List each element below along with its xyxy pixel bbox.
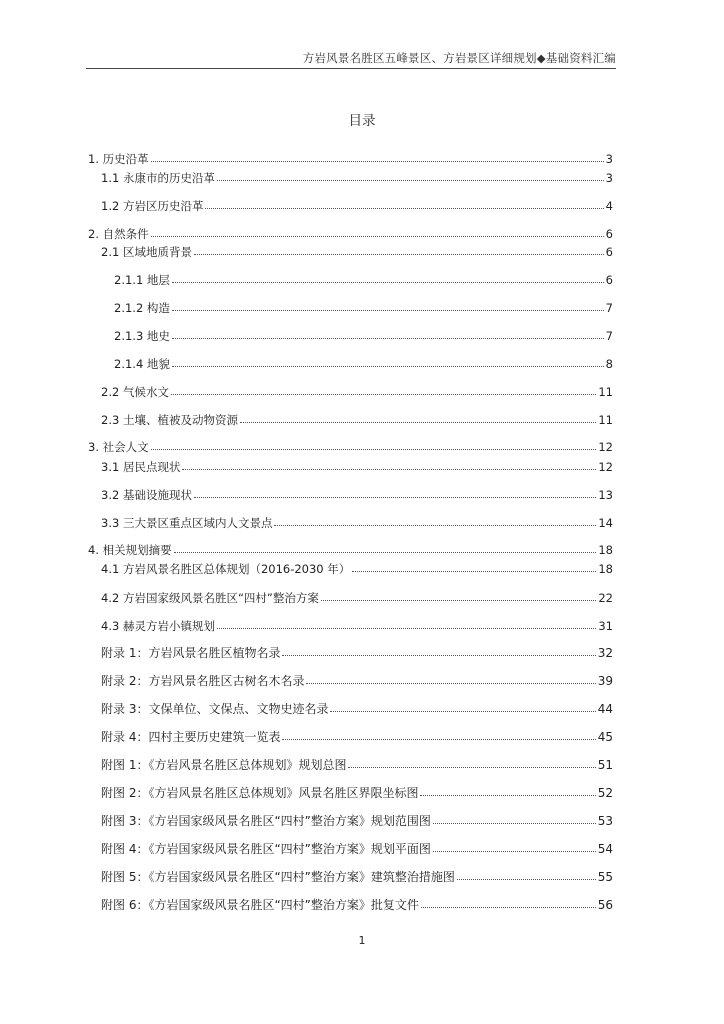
dot-leader xyxy=(457,869,596,880)
toc-entry-page: 55 xyxy=(597,870,613,884)
toc-entry[interactable] xyxy=(101,618,613,634)
toc-entry-label: 附录 2：方岩风景名胜区古树名木名录 xyxy=(101,674,305,688)
toc-entry-label: 4.3 赫灵方岩小镇规划 xyxy=(101,619,215,633)
toc-entry[interactable] xyxy=(101,487,613,503)
dot-leader xyxy=(182,459,596,470)
dot-leader xyxy=(194,244,604,255)
toc-entry-page: 52 xyxy=(597,786,613,800)
toc-entry[interactable] xyxy=(101,897,613,913)
toc-entry[interactable] xyxy=(101,757,613,773)
toc-entry[interactable] xyxy=(101,673,613,689)
toc-entry-label: 附图 3：《方岩国家级风景名胜区“四村”整治方案》规划范围图 xyxy=(101,814,431,828)
toc-entry-label: 1.2 方岩区历史沿革 xyxy=(101,199,204,213)
toc-entry[interactable] xyxy=(101,459,613,475)
toc-entry[interactable] xyxy=(88,226,613,242)
dot-leader xyxy=(306,673,595,684)
toc-entry-label: 2.1 区域地质背景 xyxy=(101,245,192,259)
dot-leader xyxy=(217,170,604,181)
toc-entry-page: 32 xyxy=(597,646,613,660)
toc-entry-page: 6 xyxy=(605,245,613,259)
toc-entry[interactable] xyxy=(101,244,613,260)
toc-entry-label: 附录 1：方岩风景名胜区植物名录 xyxy=(101,646,281,660)
dot-leader xyxy=(172,328,604,339)
header-divider xyxy=(86,68,616,69)
toc-entry-page: 13 xyxy=(598,488,613,502)
toc-entry-label: 附录 3：文保单位、文保点、文物史迹名录 xyxy=(101,702,329,716)
toc-entry-page: 54 xyxy=(597,842,613,856)
toc-entry[interactable] xyxy=(101,561,613,577)
toc-entry-page: 11 xyxy=(598,385,613,399)
toc-entry-label: 2. 自然条件 xyxy=(88,227,149,241)
toc-entry-label: 3. 社会人文 xyxy=(88,440,149,454)
dot-leader xyxy=(420,785,595,796)
toc-entry-label: 1.1 永康市的历史沿革 xyxy=(101,171,215,185)
dot-leader xyxy=(172,272,604,283)
dot-leader xyxy=(151,151,604,162)
toc-entry-page: 45 xyxy=(597,730,613,744)
toc-entry-page: 18 xyxy=(598,543,613,557)
toc-entry[interactable] xyxy=(114,300,613,316)
dot-leader xyxy=(433,841,596,852)
toc-entry[interactable] xyxy=(101,729,613,745)
dot-leader xyxy=(171,384,596,395)
toc-entry-page: 18 xyxy=(598,562,613,576)
toc-entry-page: 44 xyxy=(597,702,613,716)
dot-leader xyxy=(433,813,596,824)
toc-entry[interactable] xyxy=(101,590,613,606)
toc-entry-page: 12 xyxy=(598,440,613,454)
toc-entry[interactable] xyxy=(101,701,613,717)
dot-leader xyxy=(205,198,603,209)
toc-entry-page: 4 xyxy=(605,199,613,213)
toc-entry[interactable] xyxy=(101,170,613,186)
toc-entry[interactable] xyxy=(88,439,613,455)
toc-entry-label: 附图 5：《方岩国家级风景名胜区“四村”整治方案》建筑整治措施图 xyxy=(101,870,455,884)
dot-leader xyxy=(421,897,596,908)
toc-entry-label: 1. 历史沿革 xyxy=(88,152,149,166)
toc-entry-label: 2.1.2 构造 xyxy=(114,301,170,315)
toc-entry-label: 4.1 方岩风景名胜区总体规划（2016-2030 年） xyxy=(101,562,351,576)
toc-entry-page: 31 xyxy=(598,619,613,633)
toc-entry-page: 6 xyxy=(605,273,613,287)
toc-entry-page: 39 xyxy=(597,674,613,688)
toc-entry-page: 6 xyxy=(605,227,613,241)
toc-entry-label: 3.3 三大景区重点区域内人文景点 xyxy=(101,516,273,530)
toc-entry-page: 7 xyxy=(605,301,613,315)
toc-entry-label: 附图 2：《方岩风景名胜区总体规划》风景名胜区界限坐标图 xyxy=(101,786,419,800)
dot-leader xyxy=(172,356,604,367)
toc-entry[interactable] xyxy=(101,645,613,661)
toc-entry[interactable] xyxy=(101,869,613,885)
toc-entry-page: 56 xyxy=(597,898,613,912)
dot-leader xyxy=(151,226,604,237)
dot-leader xyxy=(151,439,597,450)
dot-leader xyxy=(330,701,595,712)
running-header: 方岩风景名胜区五峰景区、方岩景区详细规划◆基础资料汇编 xyxy=(302,51,616,65)
toc-entry-label: 附图 1：《方岩风景名胜区总体规划》规划总图 xyxy=(101,758,347,772)
toc-entry[interactable] xyxy=(88,151,613,167)
toc-entry-label: 2.1.3 地史 xyxy=(114,329,170,343)
toc-entry-page: 11 xyxy=(598,413,613,427)
dot-leader xyxy=(172,300,604,311)
toc-entry-page: 8 xyxy=(605,357,613,371)
toc-entry-label: 4.2 方岩国家级风景名胜区“四村”整治方案 xyxy=(101,591,319,605)
toc-entry-page: 22 xyxy=(598,591,613,605)
toc-entry[interactable] xyxy=(114,356,613,372)
toc-entry-label: 2.3 土壤、植被及动物资源 xyxy=(101,413,238,427)
toc-entry[interactable] xyxy=(101,785,613,801)
toc-entry[interactable] xyxy=(88,542,613,558)
toc-entry[interactable] xyxy=(101,813,613,829)
toc-entry-label: 4. 相关规划摘要 xyxy=(88,543,172,557)
toc-entry-label: 附图 6：《方岩国家级风景名胜区“四村”整治方案》批复文件 xyxy=(101,898,419,912)
toc-entry-label: 附图 4：《方岩国家级风景名胜区“四村”整治方案》规划平面图 xyxy=(101,842,431,856)
dot-leader xyxy=(174,542,597,553)
toc-entry-page: 12 xyxy=(598,460,613,474)
toc-entry-label: 附录 4：四村主要历史建筑一览表 xyxy=(101,730,281,744)
toc-entry-page: 3 xyxy=(605,152,613,166)
dot-leader xyxy=(282,645,595,656)
toc-entry-label: 2.2 气候水文 xyxy=(101,385,169,399)
toc-entry-page: 7 xyxy=(605,329,613,343)
toc-entry-page: 51 xyxy=(597,758,613,772)
toc-entry-page: 53 xyxy=(597,814,613,828)
dot-leader xyxy=(274,515,596,526)
dot-leader xyxy=(352,561,596,572)
toc-entry[interactable] xyxy=(101,198,613,214)
toc-entry[interactable] xyxy=(101,412,613,428)
dot-leader xyxy=(282,729,595,740)
toc-entry[interactable] xyxy=(101,515,613,531)
toc-entry-label: 2.1.4 地貌 xyxy=(114,357,170,371)
toc-entry[interactable] xyxy=(101,841,613,857)
toc-entry-page: 14 xyxy=(598,516,613,530)
toc-entry-label: 3.2 基础设施现状 xyxy=(101,488,192,502)
page-number: 1 xyxy=(358,934,366,947)
dot-leader xyxy=(348,757,595,768)
toc-entry-label: 2.1.1 地层 xyxy=(114,273,170,287)
toc-entry-page: 3 xyxy=(605,171,613,185)
toc-title: 目录 xyxy=(348,113,376,129)
toc-entry[interactable] xyxy=(114,328,613,344)
dot-leader xyxy=(321,590,597,601)
toc-entry-label: 3.1 居民点现状 xyxy=(101,460,181,474)
dot-leader xyxy=(240,412,596,423)
dot-leader xyxy=(194,487,596,498)
toc-entry[interactable] xyxy=(101,384,613,400)
dot-leader xyxy=(217,618,596,629)
toc-entry[interactable] xyxy=(114,272,613,288)
